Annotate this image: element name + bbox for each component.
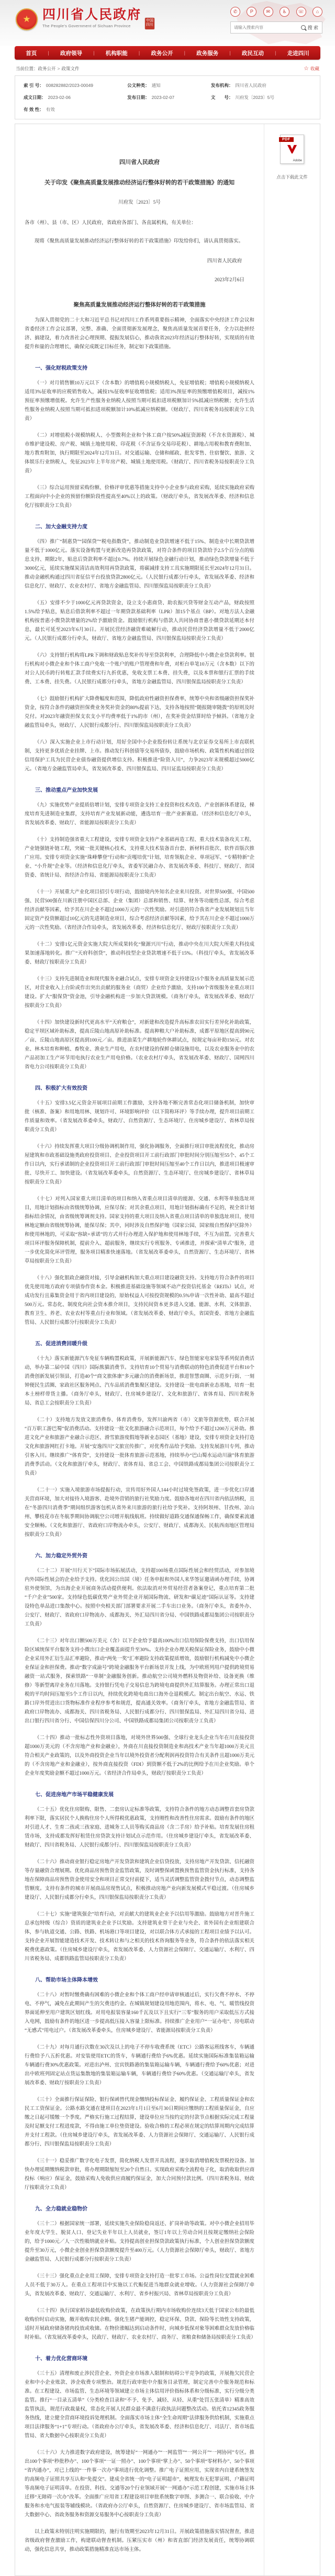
doc-paragraph: （七）鼓励银行机构扩大降费幅度和范围，降低政府性融资担保费率，统筹中央和省级融资担保奖补资金，按符合条件的融资担保费业务奖补资金的80%提前下达，支持各地按照“随报随审随拨”的原则及时兑付。对2023年融资担保支农支小平均费率低于1%的市（州），在奖补资金结算时给予倾斜。（省地方金融监管局牵头，财政厅、人民银行成都分行、四川银保监局按职责分工负责）	[25, 696, 254, 728]
section-heading-4: 四、积极扩大有效投资	[35, 1086, 87, 1091]
meta-value: 2023-02-07	[151, 95, 175, 100]
doc-paragraph: （九）实施优势产业提质倍增计划，安排专项资金支持工业投资和技术改造、产业创新体系建设，梯度培育先进制造业集群，支持培育产业发展新动能，遴选培育一批产业新赛道。（经济和信息化厅牵头，省发展改革委、财政厅、省能源局按职责分工负责）	[25, 803, 254, 826]
meta-field	[211, 94, 311, 101]
doc-paragraph: （二十）支持地方发放文旅消费券、体育消费券，发挥川渝两省（市）文旅等资源优势，联合开展“百万职工游巴蜀”促消费活动。支持建设一批文化旅游融合示范项目，每个给予不超过1200万元补助。推进文化产业和旅游产业融合示范区、滑雪旅游度假地等新业态园区（基地）建设，安排专项资金支持打造文化和旅游网红打卡地。开展“安逸四川”文旅宣传推广，对优秀作品给予奖励。支持发展游川专列，推动引客入川。继续推广“体育贷”，支持建设一批体育旅游示范基地，持续举办“巴山蜀水运动川渝”体育旅游消费季活动。（文化和旅游厅牵头，财政厅、省体育局、省总工会、中国铁路成都局集团公司按职责分工负责）	[25, 1418, 254, 1476]
document-signature: 四川省人民政府	[207, 259, 242, 264]
doc-paragraph: （三十三）强化重点企业用工保障，安排专项资金支持打造一批零工市场。公益性岗位安置就业困难人员不低于30万人。在重点工程项目中实施以工代赈促进当地群众就业增收。（人力资源社会保障厅牵头，省发展改革委、财政厅、交通运输厅、水利厅、省乡村振兴局、省林草局按职责分工负责）	[25, 2274, 254, 2297]
meta-field	[24, 106, 124, 113]
meta-label: 发布机构：	[210, 83, 233, 88]
meta-value: 四川省人民政府	[235, 83, 266, 88]
star-icon: ☆	[304, 65, 309, 72]
sign-language-icon[interactable]: ☏	[296, 7, 306, 17]
document-main	[15, 124, 264, 2575]
breadcrumb-item-2[interactable]: 政策文件	[61, 66, 80, 71]
meta-value: 通知	[151, 83, 161, 88]
doc-paragraph: （三十）全面推行保证保险、银行保函替代现金缴纳投标保证金、履约保证金、工程质量保证金和农民工工资保证金。公路水路交通在建项目在2023年1月1日至6月30日期间应缴纳的工程质量保证金，自应缴之日起可缓缴一个季度。严格实行施工过程结算，建设单位应当按约定的付款节点根据实际完成工程量及时足额支付工程进度款，不得由施工单位垫资建设。验收合格的工程必须在规定的结算周期内完成结算并支付工程款。（住房城乡建设厅牵头，省发展改革委、人力资源社会保障厅、交通运输厅、人民银行成都分行、四川银保监局按职责分工负责）	[25, 2097, 254, 2147]
meta-field	[24, 94, 124, 101]
search-button[interactable]	[297, 24, 322, 31]
doc-paragraph: （二十四）推动一批标志性外资项目落地，对境外世界500强、全球行业龙头企业当年在川直接投资超1000万美元的（不含房地产业和金融业），外商在川直接投资制造业和高技术产业当年超1000万美元且符合相关产业政策的，以及外商投资企业当年以境外投资者分配利润再投资符合有关条件且超1000万美元的（不含房地产业和金融业），按外商直接投资（FDI）到资额不低于2%的比例给予在川企业奖励。单个企业年度奖励金额不超过1000万元。（省经济合作局牵头，财政厅按职责分工负责）	[25, 1735, 254, 1776]
doc-paragraph: （二十六）推动商业银行稳定房地产开发贷款和建筑企业信贷投放，支持房地产开发贷款、信托融资等存量融资合理展期。优化商品房预售资金监管政策，及时调整保函置换预售监管资金执行标准，支持各地在保障商品房预售资金使用安全和项目正常交付前提下，适当灵活调整监管资金拨付节点，动态调整监管额度。支持有条件的城市开展商品房现售试点，积极推动房地产业向新发展模式平稳过渡。（住房城乡建设厅、人民银行成都分行牵头，四川银保监局按职责分工负责）	[25, 1860, 254, 1900]
meta-label: 有 效 性：	[24, 107, 44, 112]
meta-label: 公文种类：	[127, 83, 150, 88]
doc-paragraph: （三）综合运用预留采购份额、价格评审优惠等措施支持中小企业参与政府采购，延续实施政府采购工程面向中小企业的预留份额阶段性提高至40%以上的政策。（财政厅牵头，省发展改革委、经济和信息化厅按职责分工负责）	[25, 485, 254, 508]
section-heading-10: 十、着力优化营商环境	[35, 2356, 87, 2362]
pdf-badge: PDF	[279, 137, 294, 142]
doc-paragraph: （十二）安排1亿元资金实施大院大所成果转化“聚源兴川”行动，推动中央在川大院大所重大科技成果加速落地转化。推广“天府科创贷”，推动科技型企业贷款增速不低于15%。（科技厅牵头，省发展改革委、财政厅按职责分工负责）	[25, 942, 254, 965]
section-heading-2: 二、加大金融支持力度	[35, 524, 87, 530]
pdf-download-button[interactable]	[280, 135, 304, 164]
nav-separator-icon: |	[229, 50, 231, 56]
meta-field	[24, 82, 124, 89]
doc-paragraph: （十一）开展重大产业化项目招引专项行动，鼓励境内外知名企业来川投资。对世界500强、中国500强、民营500强在川新注册中国区总部、企业（集团）总部和销售、结算、财务等功能性总部，综合考虑经济贡献等因素，给予其在川企业不超过1000万元的一次性奖励。对引进的符合我省产业发展规划且当年固定资产投资额超过10亿元的先进制造业项目，综合考虑经济贡献等因素，给予其在川企业不超过1000万元的一次性奖励。（省经济合作局牵头，省发展改革委、经济和信息化厅、财政厅按职责分工负责）	[25, 890, 254, 931]
document-sidebar	[264, 124, 320, 2575]
search-button-label: 搜 索	[307, 25, 318, 30]
search-icon	[301, 25, 306, 30]
doc-paragraph: （二十三）对年出口额500万美元（含）以下企业给予最高100%出口信用保险保费支持，出口信用保险区域统保平台服务支持小微出口企业覆盖面提升至30%。支持企业办理关税保证保险业务，鼓励中小微企业采用外汇衍生品汇率避险，推动“两免一奖”汇率避险支持政策提质增效，鼓励银行机构减免中小微企业保证金和担保费。推动“数字成渝号”跨境金融服务平台新场景开发上线，为中欧班列用户提供跨境贸易融资一站式服务，探索铁路“一单制”金融服务创新。推动航空公司境外燃料及物资补给、设备更换（维修）等新型离岸业务在川落地。支持银行凭电子交易信息为跨境电商提供外汇结算服务。办理正常出口退税的平均时间压缩至5个工作日以内，持续优化跨境电商出口海外仓退税模式。制定出台航空、水运、铁路口岸外贸进出口货物标准作业程序参考和规范，提高通关效率。（商务厅牵头，省地方金融监管局、省政府口岸物流办、成都海关、四川省税务局、人民银行成都分行、四川银保监局、外汇局四川省分局、进出口银行四川省分行、中国信保四川分公司、中国铁路成都局集团公司按职责分工负责）	[25, 1639, 254, 1724]
adobe-label: Adobe	[293, 159, 302, 162]
document-org: 四川省人民政府	[119, 159, 160, 165]
nav-item-1[interactable]: 首页	[26, 50, 37, 57]
section-heading-7: 七、促进房地产市场平稳健康发展	[35, 1792, 114, 1798]
doc-paragraph: （三十四）执行国家稻谷最低收购价政策，在政策执行期内市场收购价连续3天低于国家公布的最低收购价时启动实施，敞开收购农民余粮。强化生猪产能调控，稳定环保、贷款、保险等长效性支持政策，适时开展政府储备猪肉投放或收储。在物价涨幅达到启动条件时，向城乡低保对象等困难群众发放价格临时补贴。（省发展改革委牵头，民政厅、财政厅、农业农村厅、商务厅、省粮食和储备局按职责分工负责）	[25, 2308, 256, 2340]
section-heading-8: 八、帮助市场主体降本增效	[35, 1977, 98, 1983]
doc-paragraph: （十五）安排3.5亿元资金开展项目前期工作激励，支持各地不断完善常态化项目储备机制，加快审批（核准、备案）和用地用林、规划许可、环境影响评价（以下简称环评）等手续办理，提升项目前期工作质量和效率。（省发展改革委牵头，财政厅、自然资源厅、生态环境厅、住房城乡建设厅、省林草局按职责分工负责）	[25, 1101, 254, 1133]
document-intro: 现将《聚焦高质量发展推动经济运行整体好转的若干政策措施》印发给你们，请认真贯彻落实。	[35, 239, 244, 244]
accessibility-icon[interactable]: ♿	[280, 7, 289, 17]
document-title: 关于印发《聚焦高质量发展推动经济运行整体好转的若干政策措施》的通知	[44, 180, 234, 186]
section-heading-1: 一、强化财税政策支持	[35, 366, 87, 371]
site-subtitle: The People's Government of Sichuan Province	[42, 24, 131, 28]
china-sichuan-seal-icon: 中国四川	[145, 18, 154, 29]
doc-paragraph: （二十五）优化住房限购、限售、二套房认定标准等政策，支持符合条件的地方动态调整首套房贷款利率下限，落实居民个人换购住房个人所得税优惠政策，支持刚性和改善性住房需求。鼓励有条件的地区对引进人才、生育二孩或三孩家庭、进城务工人员等购买商品房（含二手房）给予补贴。培育发展住房租赁市场，支持成都发挥好租赁住房贷款支持计划试点示范作用。（住房城乡建设厅牵头，省发展改革委、财政厅、四川省税务局、人民银行成都分行、四川银保监局按职责分工负责）	[25, 1807, 254, 1848]
meta-value: 有效	[46, 107, 55, 112]
doc-paragraph: （二十八）对暂时缴费确有困难的小微企业和个体工商户经申请审核通过后，实行欠费不停水、不停电、不停气，减免在此期间产生的欠费违约金。在城镇规划建设用地范围内，将水、电、气、暖管线投资界面延伸至用户建筑区划红线。对用电报装容量160千瓦及以下且实行“三零”服务的用户采取低压方式接入电网，鼓励有条件的地区进一步提高低压接入容量上限标准。持续推广企业用户“一证办电”、房电联动“无感式”用电过户。（省发展改革委牵头，住房城乡建设厅、省能源局按职责分工负责）	[25, 1993, 254, 2033]
nav-item-4[interactable]: 政务公开	[151, 50, 173, 57]
nav-separator-icon: |	[48, 50, 49, 56]
wechat-icon[interactable]: P	[247, 7, 256, 17]
nav-separator-icon: |	[275, 50, 276, 56]
meta-field	[211, 82, 311, 89]
nav-item-2[interactable]: 政府领导	[60, 50, 82, 57]
doc-paragraph: （二十二）开展“川行天下”国际市场拓展活动，支持超100场重点国际性展会和经贸活动，对参加境内外国际性展会的企业给予支持。优化因公出国（境）任务申报和外国人来华签证邀请函办理手续，协调驻外使领馆，为出海企业开展商务活动提供便利。依法取消对外贸易经营者备案登记，重点培育第二批“千户企业”500家。支持绿色低碳优势产业外贸企业开展国际物流、研发和“碳足迹”国际认证等。支持建设特色单品进口集散中心。按照中央相关部门部署要求开展二手车出口业务。（商务厅牵头，省委外办、公安厅、财政厅、省政府口岸物流办、成都海关、外汇局四川省分局、中国铁路成都局集团公司按职责分工负责）	[25, 1568, 254, 1627]
doc-paragraph: （四）推广“制惠贷”“园保贷”“税电指数贷”，推动制造业贷款增速不低于15%、制造业中长期贷款增量不低于1000亿元。落实设备购置与更新改造再贷款政策，对符合条件的项目贷款给予2.5个百分点的贴息支持、期限2年，贴息后贷款利率不超过0.7%。持续开展绿色金融行动计划，推动绿色贷款增量不低于3000亿元，延续实施煤炭清洁高效利用再贷款政策，将碳减排支持工具实施期限延长至2024年12月31日。推动金融机构通过四川省征信平台投放贷款2800亿元。（人民银行成都分行牵头，省发展改革委、经济和信息化厅、财政厅、农业农村厅、省地方金融监管局、四川银保监局按职责分工负责）	[25, 539, 254, 589]
doc-paragraph: （三十二）根据国家统一部署，延续实施失业保险稳岗返还、扩岗补助等政策。对中小微企业招用毕业年度大学生、脱贫人口、登记失业半年以上人员就业，签订1年以上劳动合同且按规定缴纳社会保险的，给予1000元／人一次性吸纳就业补贴。支持提高创业担保贷款政策执行标准，个人创业担保贷款额度提升至30万元，小微企业创业担保贷款额度提升至400万元。（人力资源社会保障厅牵头，财政厅、省地方金融监管局、人民银行成都分行按职责分工负责）	[25, 2221, 254, 2262]
meta-value: 008282882/2023-00049	[46, 83, 94, 88]
meta-label: 发布日期：	[127, 95, 150, 100]
doc-preamble: 为深入贯彻党的二十大和习近平总书记对四川工作系列重要指示精神，全面落实中央经济工作会议和省委经济工作会议部署，完整、准确、全面贯彻新发展理念，聚焦高质量发展首要任务，全力以赴拼经济、搞建设，着力改善社会心理预期、提振发展信心，推动我省2023年经济运行整体好转，实现质的有效提升和量的合理增长，确保完成既定目标任务，制定如下政策措施。	[25, 318, 254, 350]
doc-paragraph: （三十五）清理和废止涉民营企业、外资企业市场准入限制和妨碍公平竞争的政策，开展拖欠民营企业和中小企业账款、涉企收费专项整治。规范行政审批中介服务目录管理，制定完善中介服务规范和标准。在工程建设、市场监管、生态环境等领域建立市场主体信用评价指标体系和分级标准，实行分级分类监管。推行“一目录五清单”（分类检查目录和“不予、免予、减轻、从轻、从重”处罚五张清单）精准高效监管执法，规范行政裁量权，常态化开展人民群众最不满意行政执法问题整改活动。依托省12345政务服务热线，建立健全营商环境投诉处理机制。全面落实市场主体“全生命周期”法律服务供给机制，实施重点项目法律服务“1+1”专项行动。（省政府办公厅牵头，省发展改革委、经济和信息化厅、司法厅、省市场监管局、省大数据中心按职责分工负责）	[25, 2371, 254, 2439]
document-salutation: 各市（州）、县（市、区）人民政府，省政府各部门、各直属机构，有关单位：	[25, 220, 196, 226]
document-number: 川府发〔2023〕5号	[118, 200, 161, 205]
site-header	[0, 0, 335, 46]
policy-title: 聚焦高质量发展推动经济运行整体好转的若干政策措施	[73, 302, 206, 308]
doc-paragraph: （十八）强化银政企融资对接，引导金融机构加大重点项目建设融资支持。支持地方符合条件的项目优先使用地方政府专项债券作资本金。积极推进基础设施等领域不动产投资信托基金（REITs）试点，对成功发行且募集资金用于省内项目建设的，原始权益人可按投资规模的0.5%申请一次性补助、最高不超过500万元。常态化、制度化向社会资本推介项目，支持民间资本更多进入交通、能源、水利、文体旅游、教育卫生、养老、农业农村等重点行业和领域。（省发展改革委、财政厅牵头，省国资委、省地方金融监管局、人民银行成都分行按职责分工负责）	[25, 1276, 254, 1325]
download-hint[interactable]: 点击下载此文件	[276, 174, 308, 180]
doc-paragraph: （十九）落实新能源汽车免征车辆购置税政策，开展新能源汽车、绿色智能家电家装等系列促消费活动，举办第二届中国（四川）国际熊猫消费节。支持培育10个贸易与消费联动的特色消费促进平台和10个消费创新发展引领县，打造40个“商文旅体康”多元融合的消费新场景，推进智慧商圈、示范步行街、一刻钟便民生活圈、家政社区服务网点、汽车品质消费集聚区建设。支持建设一批电商新业态基地，培育一批本土榜样带货主播。（商务厅牵头，财政厅、住房城乡建设厅、文化和旅游厅、省体育局、四川省税务局、省总工会按职责分工负责）	[25, 1356, 254, 1406]
document-sign-date: 2023年2月6日	[214, 278, 244, 283]
meta-label: 文 号：	[210, 95, 233, 100]
doc-paragraph: （十四）加快建设新时代更高水平“天府粮仓”，对新建和改造提升高标准农田实行差异化补助政策，稳定平坝区域补助标准，提高丘陵山地高原补助标准。提高种粮大户补助标准，成都平原地区提高到90元／亩、丘陵山地高原区提高到100元／亩。推进油菜生产耕地轮作休耕试点，按规定每亩补助150元。对农业、林木培育和种植、畜牧业、渔业生产用电，在农村建设的保鲜仓储设施用电，以及农业服务业中的农产品初加工生产环节用电执行农业生产用电价格。（农业农村厅牵头，省发展改革委、财政厅、国网四川省电力公司按职责分工负责）	[25, 1020, 254, 1070]
nav-item-3[interactable]: 机构职能	[105, 50, 128, 57]
section-heading-5: 五、促进消费回暖升级	[35, 1341, 87, 1347]
section-heading-3: 三、推动重点产业加快发展	[35, 788, 98, 793]
doc-paragraph: （二十一）实施入境旅游市场提振行动，宣传用好外国人144小时过境免签政策，进一步优化口岸通关营商环境，加大对接待入境游客、赴境外营销的旅行社奖励力度。鼓励各地对在四川省内依法纳税，且在“冬游四川消费季”期间组织游客包机从省外来川旅游的旅行社给予奖补。支持阿坝州、甘孜州、凉山州、攀枝花市在冬航季期间协调航空公司增开航线航班。持续做好道路交通保通保畅工作，确保要素流通安全顺畅。（文化和旅游厅、省政府口岸物流办牵头，公安厅、财政厅、成都海关、民航西南地区管理局按职责分工负责）	[25, 1488, 254, 1538]
meta-label: 成文日期：	[24, 95, 46, 100]
meta-field	[127, 94, 208, 101]
doc-paragraph: （十）支持制造强省重大工程建设，安排专项资金支持产业基础再造工程、重大技术装备攻关工程、产业链强链补链工程，突破一批关键核心技术，支持重大技术装备首台套、新材料首批次、软件首版次推广应用。安排专项资金实施“珠峰攀登”行动和“贡嘎培优”计划，培育领航企业、单项冠军、“专精特新”企业、“小升规”企业等。（经济和信息化厅牵头，省委军民融合办、省发展改革委、科技厅、财政厅、省国资委、省统计局、省经济合作局、省能源局按职责分工负责）	[25, 837, 254, 878]
mobile-app-icon[interactable]: ✆	[230, 7, 240, 17]
breadcrumb-links	[38, 66, 80, 71]
section-heading-9: 九、全力稳就业稳物价	[35, 2206, 87, 2212]
nav-separator-icon: |	[138, 50, 140, 56]
national-emblem-icon: ★	[16, 8, 38, 30]
doc-paragraph: （五）安排不少于1000亿元再贷款资金，设立支小惠商贷、助农振兴贷等财金互动产品，财政按照1.5%给予贴息，贴息后借款利率不超过一年期贷款基础利率（LPR）加15个基点（BP）。对地方法人金融机构按普惠小微贷款增量的2%给予激励资金。鼓励银行机构与借款人共同协商普惠小微贷款延期还本付息，最长可延至2023年6月30日。开展民营经济融资难破解行动，推动民营经济贷款增量不低于2000亿元。（人民银行成都分行牵头，财政厅、省地方金融监管局、四川银保监局按职责分工负责）	[25, 601, 254, 642]
document-meta-table	[15, 75, 320, 119]
meta-label: 索 引 号：	[24, 83, 44, 88]
doc-paragraph: （六）支持银行机构将LPR下调和财政贴息奖补传导至贷款利率，合理降低中小微企业贷款利率。银行机构对小微企业和个体工商户免收一个账户的账户管理费和年费，对柜台单笔10万元（含本数）以下的对公人民币跨行转账汇款手续费实行九折优惠，免收支票工本费、挂失费，以及本票和银行汇票的手续费、工本费、挂失费。（人民银行成都分行牵头，省地方金融监管局、四川银保监局按职责分工负责）	[25, 653, 254, 685]
nav-item-7[interactable]: 走进四川	[287, 50, 309, 57]
doc-paragraph: （十三）支持先进制造业和现代服务业融合试点，安排专项资金支持建设15个服务业高质量发展示范区，对营业收入上台阶或作出突出贡献的服务业（商贸）企业给予激励，支持100个省级服务业重点项目建设。扩大“服保贷”资金池，引导金融机构进一步加大贷款规模。（商务厅牵头，省发展改革委、财政厅按职责分工负责）	[25, 977, 254, 1009]
section-heading-6: 六、加力稳定外贸外资	[35, 1553, 87, 1559]
site-title: 四川省人民政府	[42, 8, 142, 22]
nav-separator-icon: |	[93, 50, 95, 56]
doc-paragraph: （八）深入实施企业上市行动计划，用好全国中小企业股份转让系统与北京证券交易所上市直联机制，支持更多优质企业挂牌、上市。推动发行科创债等交易所债券，鼓励市场机构、政策性机构通过创设信用保护工具为民营企业债券融资提供增信支持。积极推进“险资入川”，力争2023年末规模超过5000亿元。（省地方金融监管局牵头，省发展改革委、四川银保监局、四川证监局按职责分工负责）	[25, 740, 254, 772]
adobe-ribbon-icon	[287, 145, 297, 154]
nav-separator-icon: |	[184, 50, 185, 56]
site-brand[interactable]	[16, 8, 154, 30]
doc-paragraph: （十七）对列入国家重大项目清单的项目和纳入省重点项目清单的能源、交通、水利等单独选址项目，用地计划指标由省级统筹协调，应保尽保；对其余重点项目，用地计划指标确有不足的，视全省计划指标结余情况，由省级统筹调剂支持。国家支持的重大项目及纳入省重点项目清单的单独选址项目，使用林地定额由省级统筹协调，能保尽保；其中，同时涉及自然保护地（国家公园、国家级自然保护区除外）和使用林地的，可采取“容缺+承诺”的方式并行办理进入保护地和使用林地手续，不互为前置。完善重大项目环评服务保障机制，提前介入、超前服务，继续实行专班服务、专函推进，并探索“清单式”服务，进一步优化简化环评管理，服务项目精准快速落地。（省发展改革委牵头，自然资源厅、生态环境厅、省林草局按职责分工负责）	[25, 1197, 254, 1264]
doc-paragraph: （三十一）稳妥推广数字化电子发票，简化纳税人发票开具流程，逐步取消增值税发票税控设备。加快办理延期缴纳税款审批，将办理期限缩短至20个自然日。实现政府采购全流程电子化，取消收取供应商投标（响应）保证金，鼓励采购人免收供应商履约保证金，加大合同预付款比例。（四川省税务局、财政厅按职责分工负责）	[25, 2159, 254, 2191]
header-icon-row	[230, 7, 322, 17]
doc-paragraph: （三十六）大力推进数字政府建设，统筹建好“一网通办”“一网监管”“一网公开”“一网协同”专区。推出100个事项“秒批秒办”、100个事项“一证一照办”、100个事项“掌上办”、50个事项“零材料办”、50个事项“省内通办”，对已上线的“一件事一次办”事项进行优化调整。推广电子证照应用，实现省内自建系统签发的高频电子证照共享互认和“免提交”。建成全省统一的“电子证明超市”，梳理发布无犯罪证明、户籍证明等高频电子证明清单。在投资、科技、交通等20个行业领域开展“一网通办”示范工程创建，实施市场主体迁移“无障碍一次办”改革。全面推广应用省工程建设项目审批系统数字审图、多测合一、联合验收、中介服务和水电气报装等辅线模块。（省政府办公厅牵头，自然资源厅、住房城乡建设厅、省市场监管局、省大数据中心、省政务服务和资源交易服务中心按职责分工负责）	[25, 2450, 254, 2518]
breadcrumb-item-1[interactable]: 政务公开	[38, 66, 56, 71]
doc-closing: 以上政策未特别注明实施期限的，施行有效期至2023年12月31日。开展政策措施落实情况督查，推进省级政府督查激励工作，构建联动督查机制。压紧压实市（州）和省直部门经济发展责任，统筹协调联动，强化信息共享，推动政策措施精准直达市场主体。	[25, 2529, 254, 2552]
doc-paragraph: （二十七）实施“建筑强企”培育行动，对贡献大的建筑业企业予以信用等激励。鼓励地方对晋升施工总承包特级（综合）资质的建筑业企业予以奖励。支持建筑业骨干企业与央企、省外国有企业组建联合体，参与轨道交通、公路、铁路、机场港口等项目建设，对以联合体方式承接的工程项目业绩予以认可。支持企业开展智能建造技术开发、技术转让和与之相关的技术咨询服务等业务，符合条件的依法落实相关税费优惠政策。（住房城乡建设厅牵头，省发展改革委、人力资源社会保障厅、交通运输厅、水利厅、四川省税务局、成都铁路监管局按职责分工负责）	[25, 1912, 254, 1962]
document-card	[15, 124, 320, 2576]
nav-item-5[interactable]: 政务服务	[196, 50, 219, 57]
breadcrumb-separator-icon: >	[57, 66, 60, 71]
breadcrumb-prefix: 当前位置：	[16, 66, 38, 71]
search-input[interactable]	[231, 25, 297, 30]
doc-body	[25, 316, 254, 2555]
main-nav	[15, 46, 320, 60]
elderly-mode-icon[interactable]: ⌂	[312, 7, 322, 17]
meta-value: 2023-02-06	[48, 95, 71, 100]
doc-paragraph: （二）对增值税小规模纳税人、小型微利企业和个体工商户按50%减征资源税（不含水资源税）、城市维护建设税、房产税、城镇土地使用税、印花税（不含证券交易印花税）、耕地占用税和教育费附加、地方教育附加，执行期限至2024年12月31日。对交通运输、仓储和邮政、批发零售、住宿餐饮、旅游、文体娱乐行业纳税人，免征2023年上半年房产税、城镇土地使用税。（财政厅、四川省税务局按职责分工负责）	[25, 433, 254, 474]
message-board-icon[interactable]: ✉	[263, 7, 273, 17]
nav-item-6[interactable]: 政民互动	[241, 50, 264, 57]
meta-field	[127, 82, 208, 89]
doc-paragraph: （二十九）对每月通行次数在30次及以上的电子不停车收费系统（ETC）公路客运班线客车，车辆通行费给予八五折优惠。对安装使用ETC的货车，车辆通行费给予6%优惠。延续实施国际标准集装箱运输车辆通行费30%优惠政策。对进出泸州、宜宾铁路港的集装箱运输车辆，车辆通行费给予60%优惠；对进出中欧班列固定站点货运集散地的集装箱运输车辆，车辆通行费给予60%优惠。（交通运输厅牵头，省发展改革委、财政厅按职责分工负责）	[25, 2045, 254, 2086]
doc-paragraph: （一）对月销售额10万元以下（含本数）的增值税小规模纳税人，免征增值税；增值税小规模纳税人适用3%征收率的应税销售收入，减按1%征收率征收增值税；适用3%预征率的预缴增值税项目，减按1%预征率预缴增值税。允许生产性服务业纳税人按照当期可抵扣进项税额加计5%抵减应纳税额；允许生活性服务业纳税人按照当期可抵扣进项税额加计10%抵减应纳税额。（财政厅、四川省税务局按职责分工负责）	[25, 381, 254, 422]
search-bar	[230, 21, 322, 34]
favorite-label: 收藏	[310, 66, 319, 71]
doc-paragraph: （十六）持续发挥重大项目分级协调机制作用，强化协调服务，全面推行项目审批流程优化，推动房屋建筑和市政基础设施类政府投资项目、企业投资项目开工前行政部门审批时间分别压缩至55个、45个工作日以内，实行承诺制的企业投资项目开工前行政部门审批时间压缩至40个工作日以内，推进项目极速审批、尽快开工、加快建设。（省发展改革委牵头，自然资源厅、生态环境厅、住房城乡建设厅、省林草局按职责分工负责）	[25, 1144, 254, 1185]
meta-value: 川府发〔2023〕5号	[235, 95, 274, 100]
breadcrumb	[16, 65, 80, 72]
favorite-button[interactable]	[304, 65, 319, 72]
